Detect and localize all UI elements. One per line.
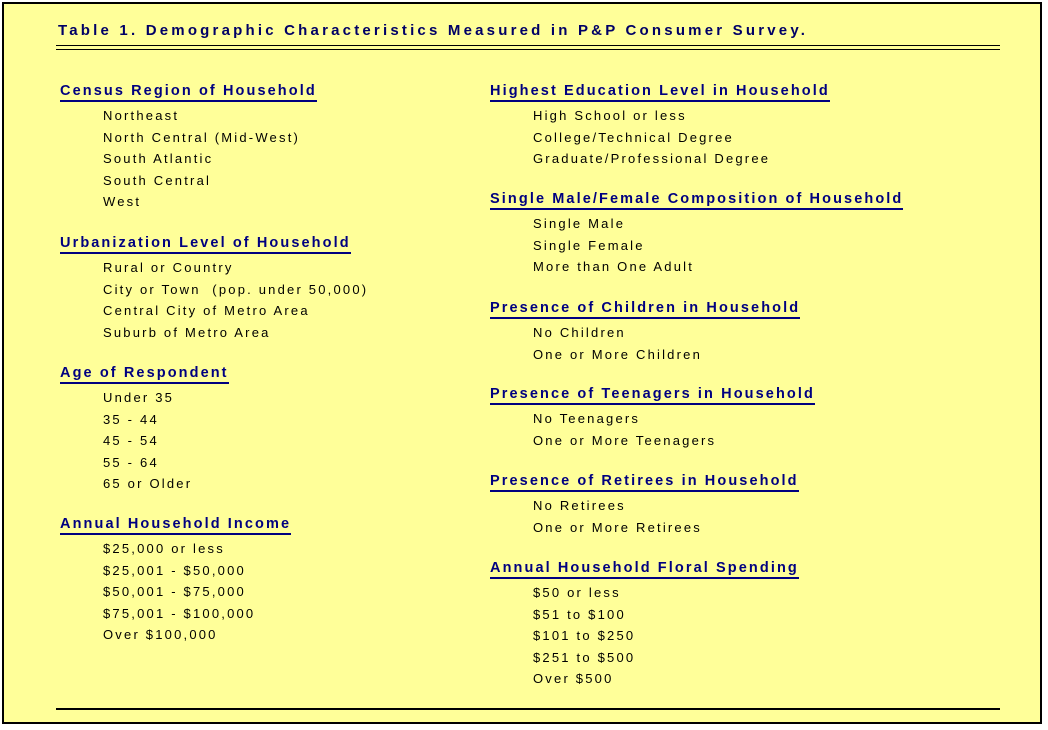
section-items bbox=[60, 538, 291, 646]
list-item: Under 35 bbox=[103, 390, 175, 405]
section-heading: Presence of Retirees in Household bbox=[490, 474, 799, 492]
section-heading: Urbanization Level of Household bbox=[60, 236, 351, 254]
section-single-male-female-composition-of-household bbox=[490, 190, 903, 278]
list-item: 55 - 64 bbox=[103, 454, 159, 470]
list-item: Over $500 bbox=[533, 671, 614, 687]
list-item: Single Male bbox=[533, 216, 626, 231]
section-items bbox=[490, 495, 799, 538]
section-items bbox=[60, 105, 317, 213]
section-heading: Annual Household Income bbox=[60, 517, 291, 535]
list-item: $50,001 - $75,000 bbox=[103, 584, 246, 600]
section-items bbox=[490, 322, 800, 365]
list-item: 65 or Older bbox=[103, 476, 193, 492]
table-frame bbox=[2, 2, 1042, 724]
section-items bbox=[490, 408, 815, 451]
list-item: Central City of Metro Area bbox=[103, 303, 310, 319]
section-items bbox=[490, 582, 799, 690]
list-item: Rural or Country bbox=[103, 260, 234, 275]
section-presence-of-retirees-in-household bbox=[490, 472, 799, 538]
list-item: $25,001 - $50,000 bbox=[103, 562, 246, 578]
list-item: West bbox=[103, 194, 142, 210]
section-presence-of-children-in-household bbox=[490, 299, 800, 365]
section-annual-household-floral-spending bbox=[490, 559, 799, 690]
section-heading: Census Region of Household bbox=[60, 84, 317, 102]
section-age-of-respondent bbox=[60, 364, 229, 495]
list-item: City or Town (pop. under 50,000) bbox=[103, 281, 369, 297]
list-item: One or More Retirees bbox=[533, 519, 702, 535]
list-item: Graduate/Professional Degree bbox=[533, 151, 771, 167]
section-census-region-of-household bbox=[60, 82, 317, 213]
list-item: South Central bbox=[103, 172, 212, 188]
list-item: Suburb of Metro Area bbox=[103, 324, 271, 340]
list-item: One or More Teenagers bbox=[533, 432, 717, 448]
section-items bbox=[490, 213, 903, 278]
section-heading: Annual Household Floral Spending bbox=[490, 561, 799, 579]
list-item: No Teenagers bbox=[533, 411, 641, 426]
list-item: 45 - 54 bbox=[103, 433, 159, 449]
list-item: Single Female bbox=[533, 237, 645, 253]
list-item: $25,000 or less bbox=[103, 541, 225, 556]
list-item: $51 to $100 bbox=[533, 606, 626, 622]
title-divider bbox=[56, 45, 1000, 50]
list-item: North Central (Mid-West) bbox=[103, 129, 301, 145]
section-heading: Presence of Children in Household bbox=[490, 301, 800, 319]
list-item: $75,001 - $100,000 bbox=[103, 605, 256, 621]
list-item: More than One Adult bbox=[533, 259, 695, 275]
list-item: College/Technical Degree bbox=[533, 129, 734, 145]
list-item: $101 to $250 bbox=[533, 628, 636, 644]
section-items bbox=[60, 257, 368, 343]
list-item: $50 or less bbox=[533, 585, 621, 600]
table-title: Table 1. Demographic Characteristics Measured in P&P Consumer Survey. bbox=[58, 22, 809, 39]
section-highest-education-level-in-household bbox=[490, 82, 830, 170]
section-presence-of-teenagers-in-household bbox=[490, 385, 815, 451]
section-heading: Age of Respondent bbox=[60, 366, 229, 384]
section-items bbox=[60, 387, 229, 495]
section-items bbox=[490, 105, 830, 170]
section-heading: Single Male/Female Composition of Household bbox=[490, 192, 903, 210]
list-item: Over $100,000 bbox=[103, 627, 218, 643]
list-item: South Atlantic bbox=[103, 151, 214, 167]
section-annual-household-income bbox=[60, 515, 291, 646]
section-heading: Highest Education Level in Household bbox=[490, 84, 830, 102]
section-heading: Presence of Teenagers in Household bbox=[490, 387, 815, 405]
list-item: 35 - 44 bbox=[103, 411, 159, 427]
list-item: One or More Children bbox=[533, 346, 702, 362]
list-item: Northeast bbox=[103, 108, 180, 123]
bottom-divider bbox=[56, 708, 1000, 710]
list-item: No Retirees bbox=[533, 498, 626, 513]
section-urbanization-level-of-household bbox=[60, 234, 368, 343]
list-item: $251 to $500 bbox=[533, 649, 636, 665]
list-item: No Children bbox=[533, 325, 626, 340]
list-item: High School or less bbox=[533, 108, 687, 123]
